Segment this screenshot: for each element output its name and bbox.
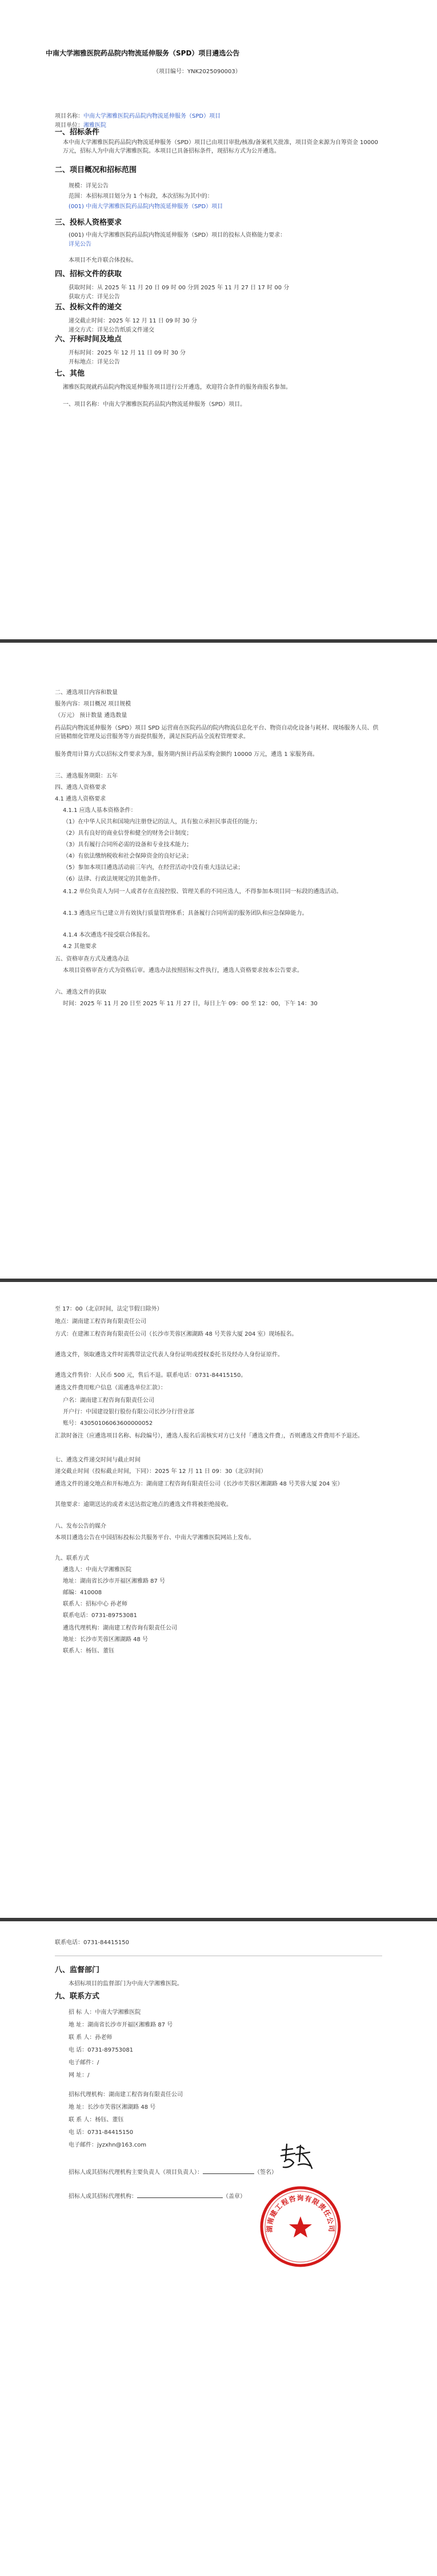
p3-line-11: 七、遴选文件递交时间与截止时间 bbox=[55, 1457, 141, 1463]
tenderer-contact: 联 系 人：孙老师 bbox=[69, 2034, 113, 2041]
section-6-time: 开标时间：2025 年 12 月 11 日 09 时 30 分 bbox=[69, 350, 186, 356]
p3-line-6: 遴选文件费用账户信息（需遴选单位汇款）： bbox=[55, 1385, 166, 1391]
p3-line-9: 账号：43050106063600000052 bbox=[63, 1420, 153, 1427]
tenderer-address: 地 址：湖南省长沙市开福区湘雅路 87 号 bbox=[69, 2022, 173, 2028]
section-4-method: 获取方式：详见公告 bbox=[69, 294, 120, 300]
p3-line-25: 联系人：杨钰、董钰 bbox=[63, 1648, 114, 1654]
handwritten-signature bbox=[278, 2142, 318, 2176]
p3-line-12: 递交截止时间（投标截止时间，下同）：2025 年 12 月 11 日 09：30（北京时间） bbox=[55, 1468, 267, 1475]
project-name: 项目名称：中南大学湘雅医院药品院内物流延伸服务（SPD）项目 bbox=[55, 113, 221, 120]
contact-heading: 九、联系方式 bbox=[55, 1992, 100, 2001]
p2-line-21: 本项目资格审查方式为资格后审。遴选办法按照招标文件执行，遴选人资格要求按本公告要求。 bbox=[63, 968, 303, 974]
tenderer-email: 电子邮件：/ bbox=[69, 2060, 99, 2066]
p2-line-14: （5）参加本项目遴选活动前三年内，在经营活动中没有重大违法记录； bbox=[63, 865, 244, 871]
section-3-requirement: (001) 中南大学湘雅医院药品院内物流延伸服务（SPD）项目的投标人资格能力要求： bbox=[69, 232, 286, 238]
p2-line-9: 4.1.1 应选人基本资格条件： bbox=[63, 807, 137, 814]
p2-line-17: 4.1.3 遴选应当已建立并有效执行质量管理体系；具备履行合同所需的服务团队和应急保障能力。 bbox=[63, 910, 308, 917]
section-5-heading: 五、投标文件的递交 bbox=[55, 303, 122, 312]
signature-line-2: 招标人或其招标代理机构： （盖章） bbox=[69, 2193, 246, 2200]
p3-line-8: 开户行：中国建设银行股份有限公司长沙分行营业部 bbox=[63, 1409, 194, 1415]
signature-line-1: 招标人或其招标代理机构主要负责人（项目负责人）： （签名） bbox=[69, 2169, 277, 2176]
p3-line-18: 遴选人：中南大学湘雅医院 bbox=[63, 1567, 131, 1573]
p2-line-10: （1）在中华人民共和国境内注册登记的法人，具有独立承担民事责任的能力； bbox=[63, 819, 261, 825]
section-6-place: 开标地点：详见公告 bbox=[69, 359, 120, 365]
p3-line-19: 地址：湖南省长沙市开福区湘雅路 87 号 bbox=[63, 1578, 166, 1584]
section-2-scale: 规模：详见公告 bbox=[69, 183, 109, 189]
notice-title: 中南大学湘雅医院药品院内物流延伸服务（SPD）项目遴选公告 bbox=[46, 49, 240, 57]
section-3-detail: 详见公告 bbox=[69, 241, 91, 248]
p2-line-8: 4.1 遴选人资格要求 bbox=[55, 796, 106, 802]
p4-agency-phone: 联系电话：0731-84415150 bbox=[55, 1940, 129, 1946]
section-7-project-name: 一、项目名称：中南大学湘雅医院药品院内物流延伸服务（SPD）项目。 bbox=[63, 401, 246, 408]
section-5-method: 递交方式：详见公告纸质文件递交 bbox=[69, 327, 154, 333]
p3-line-3: 方式：在建湘工程咨询有限责任公司（长沙市芙蓉区湘湖路 48 号芙蓉大厦 204 室）现场报名。 bbox=[55, 1331, 298, 1337]
agency-address: 地 址：长沙市芙蓉区湘湖路 48 号 bbox=[69, 2104, 156, 2111]
p2-line-4: 药品院内物流延伸服务（SPD）项目 SPD 运营商在医院药品的院内物流信息化平台、物资自动化设备与耗材、现场服务人员、供应链精细化管理及运营服务等方面提供服务，满足医院药品全流程管理要求。 bbox=[55, 725, 379, 740]
p3-line-17: 九、联系方式 bbox=[55, 1555, 89, 1562]
section-2-heading: 二、项目概况和招标范围 bbox=[55, 166, 137, 174]
p2-line-20: 五、资格审查方式及遴选办法 bbox=[55, 956, 129, 962]
p2-line-7: 四、遴选人资格要求 bbox=[55, 785, 106, 791]
supervision-body: 本招标项目的监督部门为中南大学湘雅医院。 bbox=[69, 1981, 183, 1987]
p2-line-13: （4）有依法缴纳税收和社会保障资金的良好记录； bbox=[63, 853, 193, 859]
section-3-heading: 三、投标人资格要求 bbox=[55, 218, 122, 227]
p2-line-6: 三、遴选服务期限：五年 bbox=[55, 773, 118, 779]
section-7-intro: 湘雅医院现就药品院内物流延伸服务项目进行公开遴选，欢迎符合条件的服务商报名参加。 bbox=[63, 384, 291, 391]
p3-line-16: 本项目遴选公告在中国招标投标公共服务平台、中南大学湘雅医院网站上发布。 bbox=[55, 1535, 255, 1541]
seal-text: 湖南建工程咨询有限责任公司 bbox=[265, 2194, 336, 2233]
p2-line-15: （6）法律、行政法规规定的其他条件。 bbox=[63, 876, 164, 882]
section-4-heading: 四、招标文件的获取 bbox=[55, 270, 122, 278]
agency-phone: 电 话：0731-84415150 bbox=[69, 2129, 134, 2136]
tenderer-phone: 电 话：0731-89753081 bbox=[69, 2047, 134, 2053]
section-4-time: 获取时间：从 2025 年 11 月 20 日 09 时 00 分到 2025 年 11 月 27 日 17 时 00 分 bbox=[69, 285, 290, 291]
section-2-lot: (001) 中南大学湘雅医院药品院内物流延伸服务（SPD）项目 bbox=[69, 204, 223, 210]
p3-line-5: 遴选文件售价：人民币 500 元，售后不退。联系电话：0731-84415150。 bbox=[55, 1372, 247, 1379]
section-3-consortium: 本项目不允许联合体投标。 bbox=[69, 257, 137, 264]
supervision-heading: 八、监督部门 bbox=[55, 1966, 100, 1974]
project-number: （项目编号：YNK2025090003） bbox=[153, 69, 241, 75]
p2-line-5: 服务费用计算方式以招标文件要求为准，服务期内预计药品采购金额约 10000 万元，遴选 1 家服务商。 bbox=[55, 751, 318, 758]
section-7-heading: 七、其他 bbox=[55, 369, 85, 378]
p3-line-23: 遴选代理机构：湖南建工程咨询有限责任公司 bbox=[63, 1625, 177, 1631]
tenderer-name: 招 标 人：中南大学湘雅医院 bbox=[69, 2009, 141, 2016]
p3-line-7: 户名：湖南建工程咨询有限责任公司 bbox=[63, 1398, 154, 1404]
page-3 bbox=[0, 1282, 437, 1918]
p2-line-3: （万元） 预计数量 遴选数量 bbox=[55, 712, 127, 719]
p3-line-1: 至 17：00（北京时间，法定节假日除外） bbox=[55, 1306, 163, 1312]
section-1-body: 本中南大学湘雅医院药品院内物流延伸服务（SPD）项目已由项目审批/核准/备案机关批准，项目资金来源为自筹资金 10000 万元，招标人为中南大学湘雅医院。本项目已具备招标条件，现招标方式为公开遴选。 bbox=[63, 140, 378, 154]
p2-line-2: 服务内容：项目概况 项目规模 bbox=[55, 701, 131, 707]
p3-line-4: 遴选文件，领取遴选文件时需携带法定代表人身份证明或授权委托书及经办人身份证原件。 bbox=[55, 1352, 283, 1358]
agency-name: 招标代理机构：湖南建工程咨询有限责任公司 bbox=[69, 2092, 183, 2098]
tenderer-website: 网 址：/ bbox=[69, 2072, 90, 2079]
section-2-scope: 范围：本招标项目划分为 1 个标段，本次招标为其中的： bbox=[69, 193, 213, 200]
section-1-heading: 一、招标条件 bbox=[55, 128, 100, 137]
p2-line-22: 六、遴选文件的获取 bbox=[55, 989, 106, 996]
section-6-heading: 六、开标时间及地点 bbox=[55, 335, 122, 344]
p2-line-23: 时间：2025 年 11 月 20 日至 2025 年 11 月 27 日，每日上午 09：00 至 12：00，下午 14：30 bbox=[63, 1001, 318, 1007]
section-5-deadline: 递交截止时间：2025 年 12 月 11 日 09 时 30 分 bbox=[69, 318, 197, 324]
p3-line-21: 联系人：招标中心 孙老师 bbox=[63, 1601, 128, 1607]
agency-contact: 联 系 人：杨钰、董钰 bbox=[69, 2117, 124, 2123]
agency-email: 电子邮件：jyzxhn@163.com bbox=[69, 2142, 147, 2148]
p3-line-15: 八、发布公告的媒介 bbox=[55, 1523, 106, 1530]
p3-line-10: 汇款时备注（应遴选项目名称、标段编号），遴选人报名后需核实对方已支付「遴选文件费」，否则遴选文件费用不予退还。 bbox=[55, 1433, 363, 1439]
p2-line-19: 4.2 其他要求 bbox=[63, 943, 97, 950]
p2-line-12: （3）具有履行合同所必需的设备和专业技术能力； bbox=[63, 842, 193, 848]
page-2 bbox=[0, 643, 437, 1279]
p3-line-20: 邮编：410008 bbox=[63, 1590, 102, 1596]
p2-line-1: 二、遴选项目内容和数量 bbox=[55, 690, 118, 696]
p3-line-22: 联系电话：0731-89753081 bbox=[63, 1613, 137, 1619]
p3-line-24: 地址：长沙市芙蓉区湘湖路 48 号 bbox=[63, 1637, 149, 1643]
p3-line-13: 遴选文件的递交地点和开标地点为：湖南建工程咨询有限责任公司（长沙市芙蓉区湘湖路 48 号芙蓉大厦 204 室） bbox=[55, 1481, 343, 1487]
p2-line-11: （2）具有良好的商业信誉和健全的财务会计制度； bbox=[63, 830, 193, 837]
page-1 bbox=[0, 0, 437, 639]
page-4 bbox=[0, 1921, 437, 2576]
p3-line-2: 地点：湖南建工程咨询有限责任公司 bbox=[55, 1319, 146, 1325]
p3-line-14: 其他要求：逾期送达的或者未送达指定地点的遴选文件将被拒绝接收。 bbox=[55, 1502, 232, 1508]
p2-line-16: 4.1.2 单位负责人为同一人或者存在直接控股、管理关系的不同应选人，不得参加本项目同一标段的遴选活动。 bbox=[63, 889, 342, 895]
p2-line-18: 4.1.4 本次遴选不接受联合体报名。 bbox=[63, 932, 154, 938]
project-dept: 项目单位：湘雅医院 bbox=[55, 122, 106, 129]
official-seal bbox=[258, 2184, 343, 2269]
